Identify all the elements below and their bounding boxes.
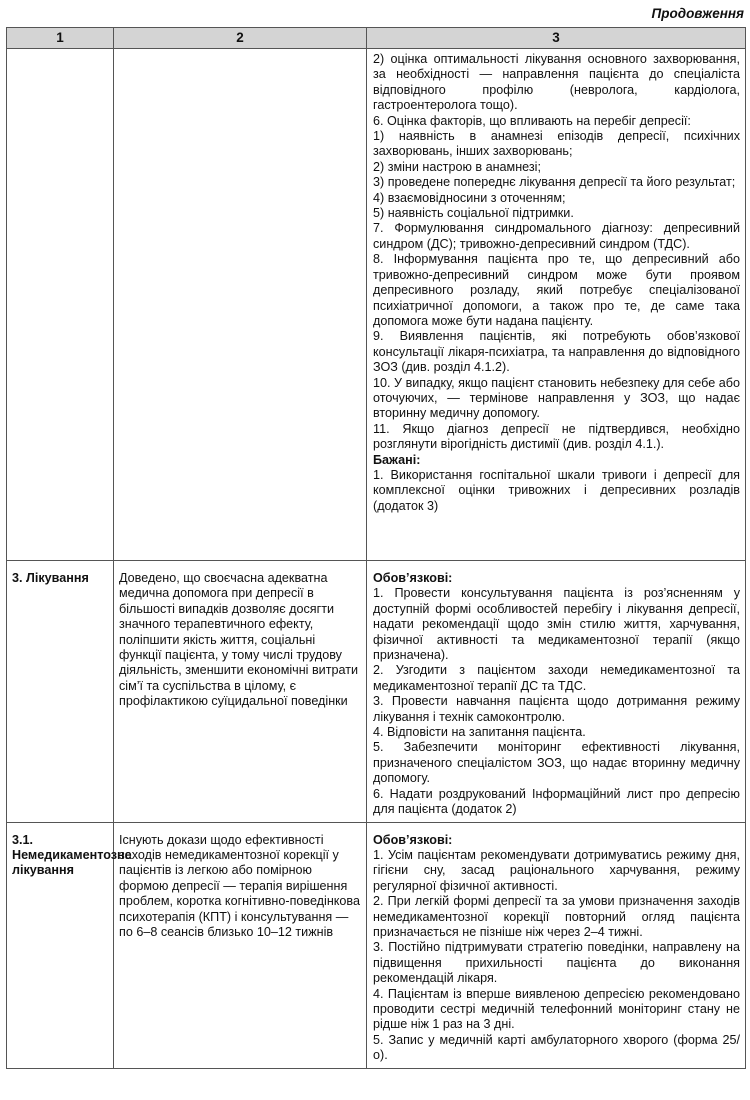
header-row bbox=[7, 28, 746, 49]
desired-heading: Бажані: bbox=[373, 452, 421, 467]
column-header-3: 3 bbox=[367, 28, 746, 49]
list-item: 4. Відповісти на запитання пацієнта. bbox=[373, 725, 586, 740]
list-item: 1) наявність в анамнезі епізодів депресії, психічних захворювань, інших захворювань; bbox=[373, 129, 740, 159]
list-item: 5. Забезпечити моніторинг ефективності лікування, призначеного спеціалістом ЗОЗ, що надає вторинну медичну допомогу. bbox=[373, 740, 740, 786]
list-item: 2) зміни настрою в анамнезі; bbox=[373, 159, 541, 174]
actions-cell bbox=[367, 49, 746, 561]
table-row bbox=[7, 561, 746, 823]
list-item: 4) взаємовідносини з оточенням; bbox=[373, 190, 566, 205]
list-item: 3. Провести навчання пацієнта щодо дотримання режиму лікування і технік самоконтролю. bbox=[373, 694, 740, 724]
column-header-2: 2 bbox=[114, 28, 367, 49]
list-item: 4. Пацієнтам із вперше виявленою депресією рекомендовано проводити сестрі медичній телефонний моніторинг стану не рідше ніж 1 раз на 3 дні. bbox=[373, 986, 740, 1032]
list-item: 1. Використання госпітальної шкали тривоги і депресії для комплексної оцінки тривожних і депресивних розладів (додаток 3) bbox=[373, 467, 740, 513]
list-item: 2. Узгодити з пацієнтом заходи немедикаментозної та медикаментозної терапії ДС та ТДС. bbox=[373, 663, 740, 693]
actions-cell bbox=[367, 561, 746, 823]
list-item: 10. У випадку, якщо пацієнт становить небезпеку для себе або оточуючих, — термінове направлення у ЗОЗ, що надає вторинну медичну допомогу. bbox=[373, 375, 740, 421]
list-item: 2. При легкій формі депресії та за умови призначення заходів немедикаментозної корекції повторний огляд пацієнта призначається не пізніше ніж через 2–4 тижні. bbox=[373, 894, 740, 939]
actions-cell bbox=[367, 822, 746, 1068]
list-item: 1. Провести консультування пацієнта із роз’ясненням у доступній формі особливостей перебігу і лікування депресії, надати рекомендації щодо змін стилю життя, харчування, фізичної активності та медикаментозної терапії (якщо призначена). bbox=[373, 586, 740, 663]
stage-cell: 3.1. Немедикаментозне лікування bbox=[7, 822, 114, 1068]
list-item: 1. Усім пацієнтам рекомендувати дотримуватись режиму дня, гігієни сну, засад раціонального харчування, режиму регулярної фізичної активності. bbox=[373, 847, 740, 893]
list-item: 11. Якщо діагноз депресії не підтвердився, необхідно розглянути вірогідність дистимії (див. розділ 4.1.). bbox=[373, 421, 740, 452]
column-header-1: 1 bbox=[7, 28, 114, 49]
evidence-cell: Доведено, що своєчасна адекватна медична допомога при депресії в більшості випадків дозволяє досягти значного терапевтичного ефекту, поліпшити якість життя, соціальні функції пацієнта, у тому числі трудову діяльність, зменшити економічні витрати сім’ї та суспільства в цілому, є профілактикою суїцидальної поведінки bbox=[114, 561, 367, 823]
table-row bbox=[7, 49, 746, 561]
table-row bbox=[7, 822, 746, 1068]
stage-cell: 3. Лікування bbox=[7, 561, 114, 823]
mandatory-heading: Обов’язкові: bbox=[373, 571, 453, 585]
list-item: 5. Запис у медичній карті амбулаторного хворого (форма 25/о). bbox=[373, 1032, 740, 1063]
list-item: 6. Надати роздрукований Інформаційний лист про депресію для пацієнта (додаток 2) bbox=[373, 786, 740, 817]
list-item: 2) оцінка оптимальності лікування основного захворювання, за необхідності — направлення пацієнта до спеціаліста відповідного профілю (невролога, кардіолога, гастроентеролога тощо). bbox=[373, 52, 740, 113]
list-item: 6. Оцінка факторів, що впливають на перебіг депресії: bbox=[373, 113, 691, 128]
evidence-cell bbox=[114, 49, 367, 561]
mandatory-heading: Обов’язкові: bbox=[373, 832, 453, 847]
continued-label: Продовження bbox=[651, 6, 744, 21]
list-item: 5) наявність соціальної підтримки. bbox=[373, 206, 574, 221]
evidence-cell: Існують докази щодо ефективності заходів немедикаментозної корекції у пацієнтів із легкою або помірною формою депресії — терапія вирішення проблем, коротка когнітивно-поведінкова психотерапія (КПТ) і консультування — по 6–8 сеансів близько 10–12 тижнів bbox=[114, 822, 367, 1068]
list-item: 8. Інформування пацієнта про те, що депресивний або тривожно-депресивний синдром може бути проявом депресивного розладу, який потребує спеціалізованої психіатричної допомоги, а також про те, де саме така допомога може бути надана пацієнту. bbox=[373, 252, 740, 328]
list-item: 3) проведене попереднє лікування депресії та його результат; bbox=[373, 175, 736, 190]
stage-cell bbox=[7, 49, 114, 561]
protocol-table bbox=[6, 27, 746, 1069]
list-item: 9. Виявлення пацієнтів, які потребують обов’язкової консультації лікаря-психіатра, та направлення до відповідного ЗОЗ (див. розділ 4.1.2). bbox=[373, 329, 740, 375]
list-item: 3. Постійно підтримувати стратегію поведінки, направлену на підвищення прихильності пацієнта до виконання рекомендацій лікаря. bbox=[373, 940, 740, 986]
list-item: 7. Формулювання синдромального діагнозу: депресивний синдром (ДС); тривожно-депресивний синдром (ТДС). bbox=[373, 221, 740, 251]
